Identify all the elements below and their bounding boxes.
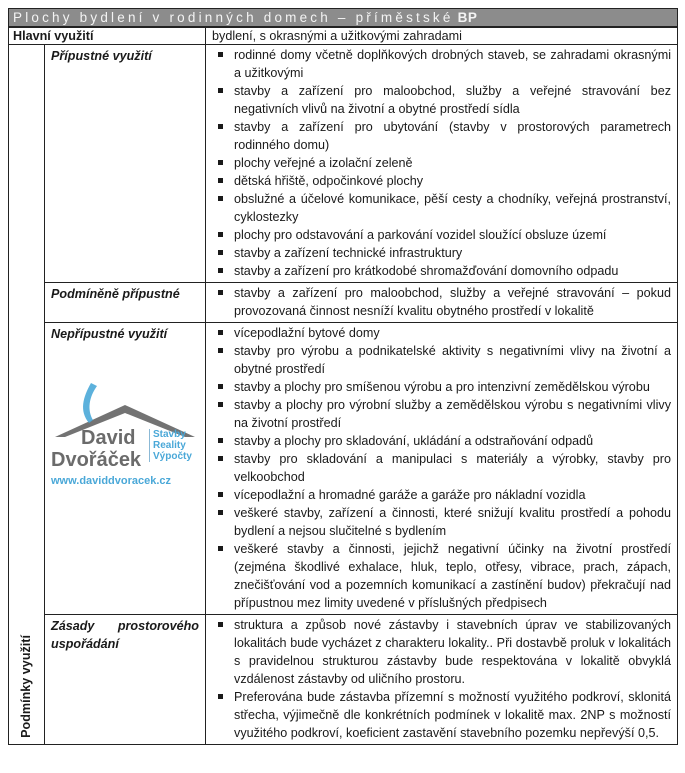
section-label-cell-conditional [45,283,206,323]
square-bullet-icon [218,232,223,237]
square-bullet-icon [218,348,223,353]
list-item [212,262,671,280]
watermark-url: www.daviddvoracek.cz [51,475,172,487]
prohibited-list [212,324,671,612]
square-bullet-icon [218,52,223,57]
section-label-prohibited: Nepřípustné využití [51,327,168,341]
section-content-prohibited [206,323,678,615]
conditions-side-cell [9,45,45,745]
list-item [212,486,671,504]
list-item-text: stavby a zařízení pro ubytování (stavby v prostorových parametrech rodinného domu) [234,120,671,152]
section-row-spatial [9,615,678,745]
section-row-conditional [9,283,678,323]
section-content-conditional [206,283,678,323]
list-item-text: vícepodlažní a hromadné garáže a garáže pro nákladní vozidla [234,488,586,502]
square-bullet-icon [218,268,223,273]
section-label-permitted: Přípustné využití [51,49,152,63]
zone-title: Plochy bydlení v rodinných domech – příměstské [13,10,454,25]
square-bullet-icon [218,694,223,699]
square-bullet-icon [218,124,223,129]
square-bullet-icon [218,330,223,335]
section-row-prohibited [9,323,678,615]
list-item-text: dětská hřiště, odpočinkové plochy [234,174,424,188]
watermark-services [149,429,192,462]
square-bullet-icon [218,402,223,407]
list-item-text: veškeré stavby, zařízení a činnosti, které snižují kvalitu prostředí a pohodu bydlení a nejsou slučitelné s bydlením [234,506,671,538]
list-item-text: veškeré stavby a činnosti, jejichž negativní účinky na životní prostředí (zejména škodlivé exhalace, hluk, teplo, otřesy, vibrace, prach, zápach, znečišťování vod a pozemních komunikací a zastínění budov) překračují nad přípustnou mez limity uvedené v příslušných předpisech [234,542,671,610]
square-bullet-icon [218,510,223,515]
conditions-side-label: Podmínky využití [19,635,33,738]
list-item-text: stavby a plochy pro smíšenou výrobu a pro intenzivní zemědělskou výrobu [234,380,650,394]
list-item [212,378,671,396]
zoning-regulation-page [8,8,678,745]
list-item [212,504,671,540]
list-item-text: stavby pro skladování a manipulaci s materiály a výrobky, stavby pro velkoobchod [234,452,671,484]
section-content-spatial [206,615,678,745]
section-label-spatial: Zásady prostorového uspořádání [51,619,200,651]
section-content-permitted [206,45,678,283]
main-use-value: bydlení, s okrasnými a užitkovými zahradami [206,28,678,45]
watermark-first-name: David [81,427,136,449]
list-item [212,324,671,342]
list-item [212,190,671,226]
watermark-logo [51,383,199,505]
square-bullet-icon [218,384,223,389]
list-item-text: stavby a zařízení pro maloobchod, služby a veřejné stravování – pokud provozovaná činnost nesníží kvalitu obytného prostředí v lokalitě [234,286,671,318]
watermark-last-name: Dvořáček [51,449,142,471]
list-item [212,244,671,262]
list-item-text: stavby a zařízení pro krátkodobé shromažďování domovního odpadu [234,264,619,278]
regulation-table [8,27,678,745]
watermark-service: Stavby [153,429,186,440]
list-item-text: plochy veřejné a izolační zeleně [234,156,413,170]
section-row-permitted [9,45,678,283]
list-item [212,688,671,742]
list-item [212,46,671,82]
list-item-text: rodinné domy včetně doplňkových drobných staveb, se zahradami okrasnými a užitkovými [234,48,671,80]
list-item [212,540,671,612]
square-bullet-icon [218,196,223,201]
zone-code: BP [457,10,478,25]
list-item-text: stavby a plochy pro výrobní služby a zemědělskou výrobu s negativními vlivy na životní prostředí [234,398,671,430]
list-item [212,154,671,172]
list-item-text: obslužné a účelové komunikace, pěší cesty a chodníky, veřejná prostranství, cyklostezky [234,192,671,224]
square-bullet-icon [218,546,223,551]
list-item [212,172,671,190]
list-item-text: stavby a zařízení technické infrastruktury [234,246,463,260]
square-bullet-icon [218,492,223,497]
list-item-text: vícepodlažní bytové domy [234,326,380,340]
list-item-text: Preferována bude zástavba přízemní s možností využitého podkroví, sklonitá střecha, výjimečně dle konkrétních podmínek v lokalitě max. 2NP s možností využitého podkroví, koeficient zastavění stavebního pozemku nepřevýší 0,5. [234,690,671,740]
list-item [212,82,671,118]
section-label-cell-permitted [45,45,206,283]
section-label-conditional: Podmíněně přípustné [51,287,180,301]
list-item [212,432,671,450]
main-use-label: Hlavní využití [9,28,206,45]
list-item [212,342,671,378]
list-item [212,284,671,320]
list-item-text: stavby a zařízení pro maloobchod, služby a veřejné stravování bez negativních vlivů na životní a obytné prostředí sídla [234,84,671,116]
section-label-cell-spatial [45,615,206,745]
list-item [212,450,671,486]
main-use-row [9,28,678,45]
square-bullet-icon [218,88,223,93]
watermark-service: Reality [153,440,186,451]
square-bullet-icon [218,438,223,443]
zone-title-bar [8,8,678,27]
square-bullet-icon [218,622,223,627]
watermark-service: Výpočty [153,451,192,462]
spatial-list [212,616,671,742]
square-bullet-icon [218,290,223,295]
square-bullet-icon [218,456,223,461]
list-item [212,616,671,688]
list-item [212,118,671,154]
square-bullet-icon [218,178,223,183]
list-item-text: stavby pro výrobu a podnikatelské aktivity s negativními vlivy na životní a obytné prostředí [234,344,671,376]
square-bullet-icon [218,160,223,165]
square-bullet-icon [218,250,223,255]
conditional-list [212,284,671,320]
list-item [212,226,671,244]
list-item-text: stavby a plochy pro skladování, ukládání a odstraňování odpadů [234,434,594,448]
list-item-text: plochy pro odstavování a parkování vozidel sloužící obsluze území [234,228,607,242]
section-label-cell-prohibited [45,323,206,615]
list-item [212,396,671,432]
permitted-list [212,46,671,280]
list-item-text: struktura a způsob nové zástavby i stavebních úprav ve stabilizovaných lokalitách bude vycházet z charakteru lokality.. Při dostavbě proluk v lokalitách s pravidelnou strukturou zástavby bude respektována v lokalitě obvyklá vzdálenost zástavby od uličního prostoru. [234,618,671,686]
